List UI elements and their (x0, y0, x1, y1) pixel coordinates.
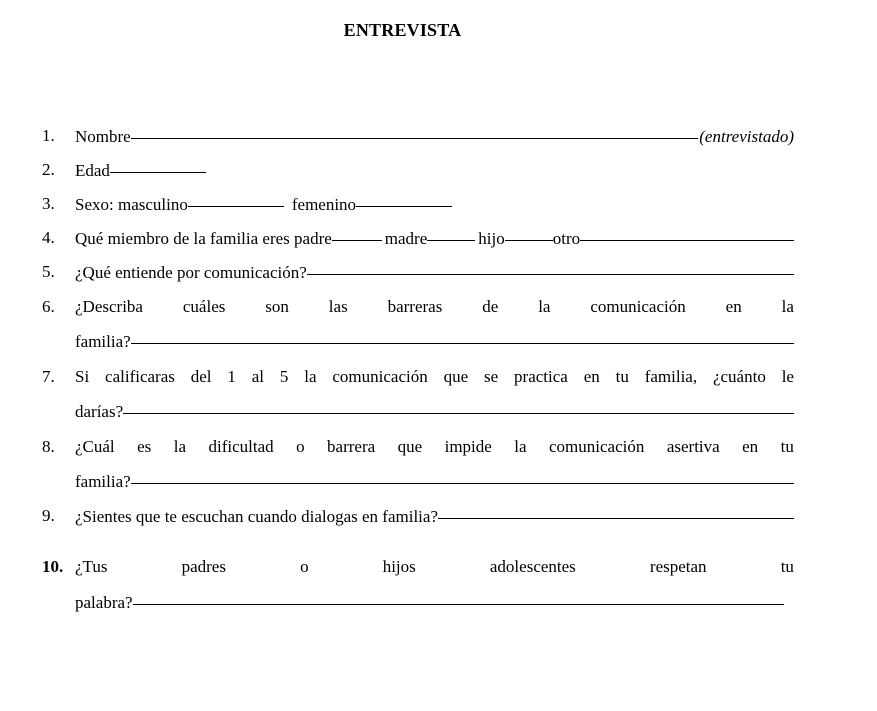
child-option-label: hijo (478, 229, 505, 248)
question-6-continued (42, 324, 794, 358)
question-1 (42, 119, 794, 153)
answer-line[interactable] (131, 461, 794, 484)
question-7-continued (42, 394, 794, 428)
question-number: 5. (42, 262, 55, 281)
female-option-label: femenino (291, 195, 357, 214)
question-text: Si calificaras del 1 al 5 la comunicación que se practica en tu familia, ¿cuánto le (75, 367, 794, 386)
answer-line[interactable] (438, 496, 794, 519)
male-answer-line[interactable] (188, 184, 284, 207)
question-6 (42, 290, 794, 324)
question-label: Qué miembro de la familia eres padre (75, 229, 332, 248)
question-text: ¿Tus padres o hijos adolescentes respetan tu (75, 557, 794, 576)
name-answer-line[interactable] (131, 116, 699, 139)
question-label: Sexo: masculino (75, 195, 188, 214)
question-3 (42, 187, 794, 221)
question-label: ¿Sientes que te escuchan cuando dialogas en familia? (75, 507, 438, 526)
question-9 (42, 499, 794, 533)
question-number: 2. (42, 160, 55, 179)
question-5 (42, 255, 794, 289)
answer-line[interactable] (123, 391, 794, 414)
question-2 (42, 153, 794, 187)
age-answer-line[interactable] (110, 150, 206, 173)
question-label: palabra? (75, 593, 133, 612)
interviewee-note: (entrevistado) (699, 127, 794, 146)
question-8 (42, 430, 794, 464)
question-text: ¿Cuál es la dificultad o barrera que impide la comunicación asertiva en tu (75, 437, 794, 456)
question-text: ¿Describa cuáles son las barreras de la comunicación en la (75, 297, 794, 316)
question-10 (42, 550, 794, 584)
answer-line[interactable] (131, 321, 794, 344)
question-number: 1. (42, 126, 55, 145)
question-label: ¿Qué entiende por comunicación? (75, 263, 307, 282)
question-7 (42, 360, 794, 394)
answer-line[interactable] (133, 582, 784, 605)
female-answer-line[interactable] (356, 184, 452, 207)
question-label: familia? (75, 332, 131, 351)
question-label: familia? (75, 472, 131, 491)
question-number: 3. (42, 194, 55, 213)
question-number: 8. (42, 437, 55, 456)
question-number: 9. (42, 506, 55, 525)
question-number: 4. (42, 228, 55, 247)
question-10-continued (42, 585, 784, 619)
question-number: 7. (42, 367, 55, 386)
question-4 (42, 221, 794, 255)
page-title: ENTREVISTA (343, 20, 462, 40)
question-label: Edad (75, 161, 110, 180)
question-number: 6. (42, 297, 55, 316)
question-label: darías? (75, 402, 124, 421)
other-option-label: otro (552, 229, 581, 248)
mother-option-label: madre (384, 229, 428, 248)
answer-line[interactable] (307, 252, 794, 275)
child-answer-line[interactable] (505, 218, 553, 241)
other-answer-line[interactable] (580, 218, 794, 241)
question-number: 10. (42, 557, 64, 576)
mother-answer-line[interactable] (427, 218, 475, 241)
question-8-continued (42, 464, 794, 498)
question-label: Nombre (75, 127, 131, 146)
father-answer-line[interactable] (332, 218, 382, 241)
